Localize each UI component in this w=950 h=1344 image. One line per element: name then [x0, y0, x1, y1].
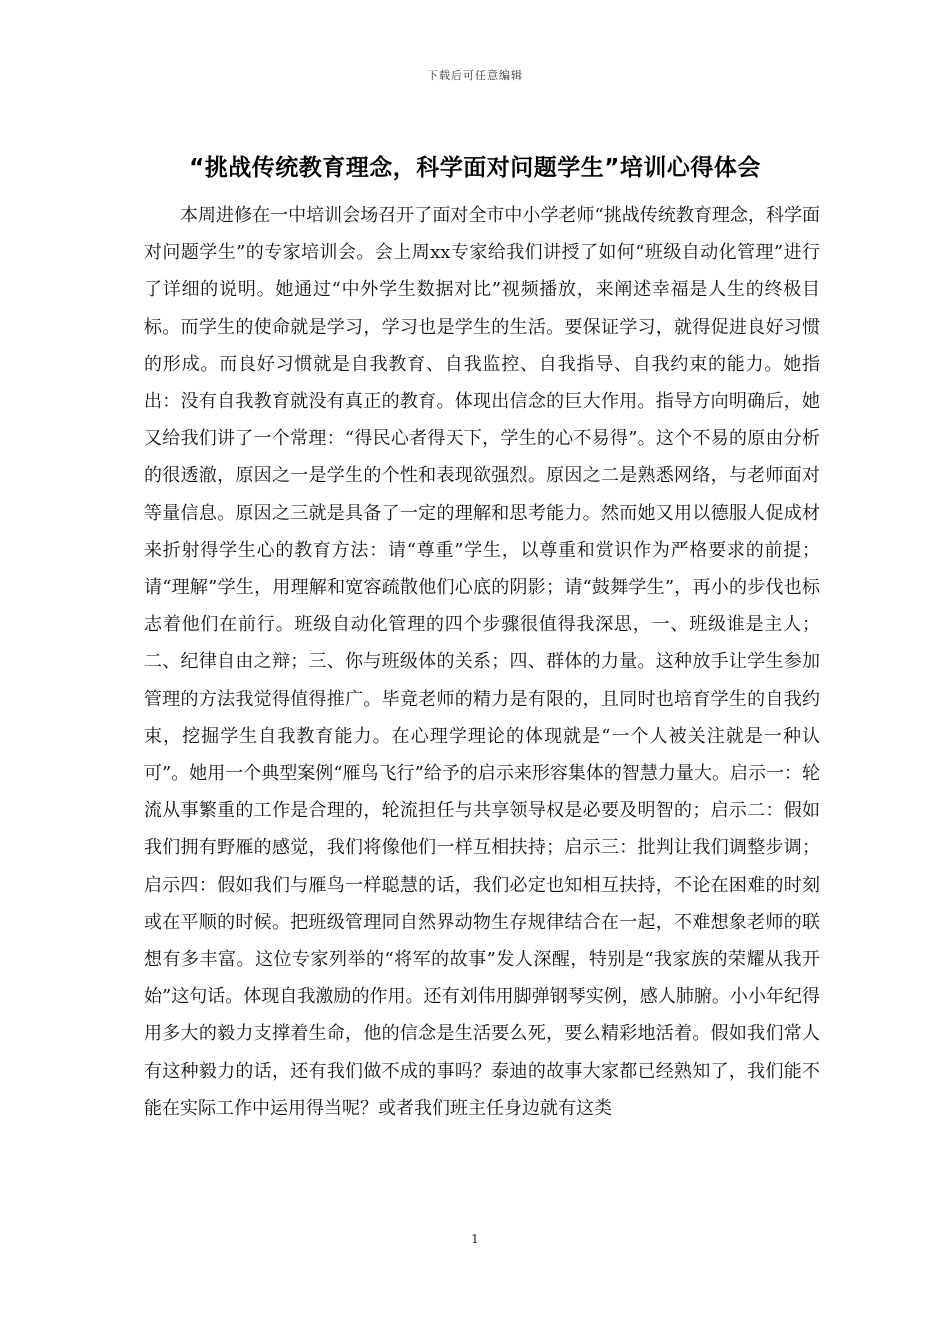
- page-number: 1: [471, 1232, 479, 1246]
- body-paragraph: 本周进修在一中培训会场召开了面对全市中小学老师“挑战传统教育理念，科学面对问题学生”的专家培训会。会上周xx专家给我们讲授了如何“班级自动化管理”进行了详细的说明。她通过“中外学生数据对比”视频播放，来阐述幸福是人生的终极目标。而学生的使命就是学习，学习也是学生的生活。要保证学习，就得促进良好习惯的形成。而良好习惯就是自我教育、自我监控、自我指导、自我约束的能力。她指出：没有自我教育就没有真正的教育。体现出信念的巨大作用。指导方向明确后，她又给我们讲了一个常理：“得民心者得天下，学生的心不易得”。这个不易的原由分析的很透澈，原因之一是学生的个性和表现欲强烈。原因之二是熟悉网络，与老师面对等量信息。原因之三就是具备了一定的理解和思考能力。然而她又用以德服人促成材来折射得学生心的教育方法：请“尊重”学生，以尊重和赏识作为严格要求的前提；请“理解”学生，用理解和宽容疏散他们心底的阴影；请“鼓舞学生”，再小的步伐也标志着他们在前行。班级自动化管理的四个步骤很值得我深思，一、班级谁是主人；二、纪律自由之辩；三、你与班级体的关系；四、群体的力量。这种放手让学生参加管理的方法我觉得值得推广。毕竟老师的精力是有限的，且同时也培育学生的自我约束，挖掘学生自我教育能力。在心理学理论的体现就是“一个人被关注就是一种认可”。她用一个典型案例“雁鸟飞行”给予的启示来形容集体的智慧力量大。启示一：轮流从事繁重的工作是合理的，轮流担任与共享领导权是必要及明智的；启示二：假如我们拥有野雁的感觉，我们将像他们一样互相扶持；启示三：批判让我们调整步调；启示四：假如我们与雁鸟一样聪慧的话，我们必定也知相互扶持，不论在困难的时刻或在平顺的时候。把班级管理同自然界动物生存规律结合在一起，不难想象老师的联想有多丰富。这位专家列举的“将军的故事”发人深醒，特别是“我家族的荣耀从我开始”这句话。体现自我激励的作用。还有刘伟用脚弹钢琴实例，感人肺腑。小小年纪得用多大的毅力支撑着生命，他的信念是生活要么死，要么精彩地活着。假如我们常人有这种毅力的话，还有我们做不成的事吗？泰迪的故事大家都已经熟知了，我们能不能在实际工作中运用得当呢？或者我们班主任身边就有这类: [144, 205, 820, 1119]
- document-title: “挑战传统教育理念，科学面对问题学生”培训心得体会: [189, 155, 761, 181]
- header-note: 下载后可任意编辑: [427, 69, 523, 82]
